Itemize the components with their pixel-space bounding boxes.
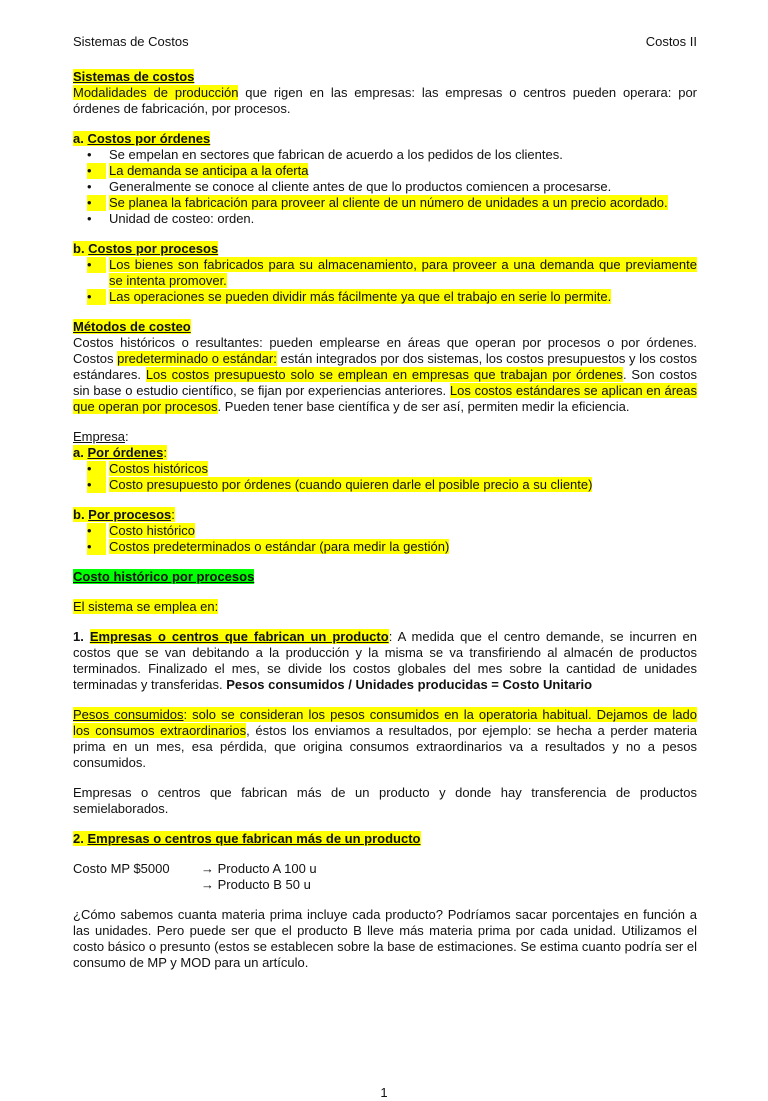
section-a-ordenes (73, 131, 697, 227)
section-empresa (73, 429, 697, 493)
list-item (87, 257, 697, 289)
text-segment: Empresa (73, 429, 126, 444)
paragraph (73, 861, 697, 877)
paragraph (73, 907, 697, 971)
bullet-icon: • (87, 147, 92, 162)
bullet-icon: • (87, 461, 106, 477)
list-item (87, 539, 697, 555)
paragraph (73, 707, 697, 771)
bullet-list (73, 147, 697, 227)
text-segment: Costo histórico por procesos (73, 569, 255, 584)
text-segment: : (125, 429, 129, 444)
text-segment: Generalmente se conoce al cliente antes de que lo productos comiencen a procesarse. (109, 179, 612, 194)
text-segment: . Pueden tener base científica y de ser así, permiten medir la eficiencia. (217, 399, 630, 414)
list-item (87, 477, 697, 493)
list-item (87, 147, 697, 163)
section-metodos (73, 319, 697, 415)
paragraph (73, 131, 697, 147)
text-segment: Costos por órdenes (87, 131, 211, 146)
text-segment: Se planea la fabricación para proveer al cliente de un número de unidades a un precio acordado. (109, 195, 668, 210)
text-segment: : solo se consideran los pesos consumidos en la operatoria habitual. Dejamos de lado los consumos extraordinarios (73, 707, 697, 738)
text-segment: Costo MP $5000 (73, 861, 170, 876)
text-segment: Por procesos (88, 507, 172, 522)
section-intro (73, 69, 697, 117)
text-segment: Empresas o centros que fabrican más de un producto (87, 831, 421, 846)
paragraph (73, 85, 697, 117)
text-segment: : (171, 507, 175, 522)
text-segment: ¿Cómo sabemos cuanta materia prima incluye cada producto? Podríamos sacar porcentajes en función a las unidades. Pero puede ser que el producto B lleve más materia prima por cada unidad. Utilizamos el costo básico o presunto (estos se establecen sobre la base de estimaciones. Se estima cuanto podría ser el consumo de MP y MOD para un artículo. (73, 907, 697, 970)
header-right: Costos II (645, 34, 697, 49)
bullet-list (73, 523, 697, 555)
paragraph (73, 507, 697, 523)
paragraph (73, 785, 697, 817)
text-segment: a. (73, 131, 88, 146)
bullet-list (73, 461, 697, 493)
paragraph (73, 569, 697, 585)
text-segment: El sistema se emplea en: (73, 599, 219, 614)
section-costo-mp (73, 861, 697, 893)
section-b-procesos (73, 241, 697, 305)
bullet-icon: • (87, 163, 106, 179)
text-segment: : (163, 445, 167, 460)
text-segment: . Son costos sin base o estudio científico, se fijan por experiencias anteriores. (73, 367, 698, 398)
paragraph (73, 241, 697, 257)
list-item (87, 211, 697, 227)
list-item (87, 163, 697, 179)
text-segment: Empresas o centros que fabrican más de un producto y donde hay transferencia de productos semielaborados. (73, 785, 697, 816)
text-segment: Las operaciones se pueden dividir más fácilmente ya que el trabajo en serie lo permite. (109, 289, 612, 304)
text-segment: , éstos los enviamos a resultados, por ejemplo: se hecha a perder materia prima en un mes, esa pérdida, que origina consumos extraordinarios va a resultados y no a pesos consumidos. (73, 723, 698, 770)
text-segment: Costos por procesos (88, 241, 219, 256)
text-segment: → Producto A 100 u (201, 861, 317, 876)
text-segment: → Producto B 50 u (201, 877, 311, 892)
text-segment: Unidad de costeo: orden. (109, 211, 255, 226)
paragraph (73, 429, 697, 445)
section-pesos-consumidos (73, 707, 697, 771)
bullet-icon: • (87, 477, 106, 493)
bullet-icon: • (87, 289, 106, 305)
text-segment: Métodos de costeo (73, 319, 191, 334)
text-segment: Costo presupuesto por órdenes (cuando quieren darle el posible precio a su cliente) (109, 477, 593, 492)
text-segment: Costo histórico (109, 523, 195, 538)
paragraph (73, 831, 697, 847)
paragraph (73, 599, 697, 615)
section-costo-historico (73, 569, 697, 585)
list-item (87, 461, 697, 477)
text-segment: Costos predeterminados o estándar (para medir la gestión) (109, 539, 450, 554)
section-sistema-emplea (73, 599, 697, 615)
section-empresas-centros (73, 785, 697, 817)
text-segment: b. (73, 507, 89, 522)
text-segment: La demanda se anticipa a la oferta (109, 163, 309, 178)
text-segment: Empresas o centros que fabrican un producto (89, 629, 389, 644)
text-segment: 2. (73, 831, 88, 846)
text-segment: Pesos consumidos / Unidades producidas = Costo Unitario (226, 677, 593, 692)
text-segment: Costos históricos (109, 461, 208, 476)
text-segment: a. (73, 445, 88, 460)
section-por-procesos (73, 507, 697, 555)
paragraph (73, 319, 697, 335)
bullet-icon: • (87, 523, 106, 539)
text-segment: : A medida que el centro demande, se incurren en costos que se van debitando a la producción y la misma se va transfiriendo al almacén de productos terminados. Finalizado el mes, se divide los costos globales del mes sobre la cantidad de unidades terminadas y transferidas. (73, 629, 697, 692)
text-segment: Sistemas de costos (73, 69, 195, 84)
section-como-sabemos (73, 907, 697, 971)
text-segment: Los costos presupuesto solo se emplean en empresas que trabajan por órdenes (145, 367, 623, 382)
header-left: Sistemas de Costos (73, 34, 189, 49)
paragraph (73, 445, 697, 461)
text-segment: Pesos consumidos (73, 707, 184, 722)
text-segment: 1. (73, 629, 90, 644)
bullet-icon: • (87, 211, 92, 226)
bullet-icon: • (87, 179, 92, 194)
text-segment: están integrados por dos sistemas, los costos presupuestos y los costos estándares. (73, 351, 698, 382)
paragraph (73, 877, 697, 893)
list-item (87, 523, 697, 539)
list-item (87, 289, 697, 305)
paragraph (73, 335, 697, 415)
paragraph (73, 69, 697, 85)
section-punto-1 (73, 629, 697, 693)
text-segment: Los bienes son fabricados para su almacenamiento, para proveer a una demanda que previamente se intenta promover. (109, 257, 697, 288)
text-segment: Se empelan en sectores que fabrican de acuerdo a los pedidos de los clientes. (109, 147, 563, 162)
text-segment: Modalidades de producción (73, 85, 239, 100)
list-item (87, 179, 697, 195)
bullet-list (73, 257, 697, 305)
bullet-icon: • (87, 195, 106, 211)
bullet-icon: • (87, 539, 106, 555)
text-segment: que rigen en las empresas: las empresas o centros pueden operara: por órdenes de fabricación, por procesos. (73, 85, 697, 116)
text-segment: Costos históricos o resultantes: pueden emplearse en áreas que operan por procesos o por órdenes. Costos (73, 335, 697, 366)
section-punto-2 (73, 831, 697, 847)
bullet-icon: • (87, 257, 106, 273)
list-item (87, 195, 697, 211)
paragraph (73, 629, 697, 693)
text-segment: Los costos estándares se aplican en áreas que operan por procesos (73, 383, 697, 414)
text-segment: b. (73, 241, 89, 256)
text-segment: predeterminado o estándar: (117, 351, 277, 366)
page-number: 1 (380, 1085, 388, 1100)
text-segment: Por órdenes (87, 445, 164, 460)
